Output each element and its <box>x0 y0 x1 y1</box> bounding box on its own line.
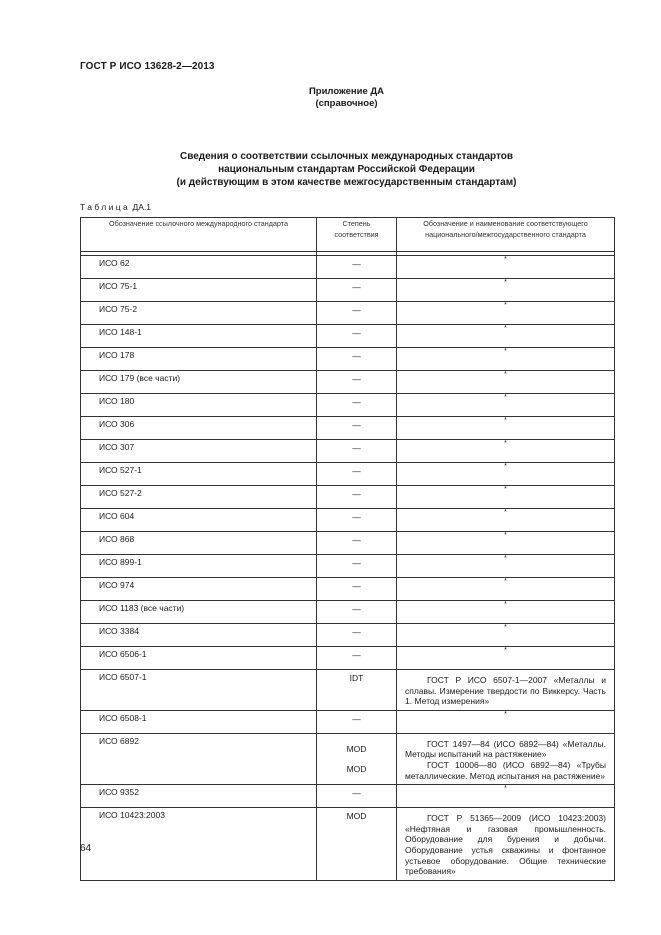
cell-degree: — <box>317 394 397 417</box>
heading-line-2: национальным стандартам Российской Федерации <box>218 164 475 175</box>
cell-degree: — <box>317 279 397 302</box>
table-row <box>81 624 615 647</box>
cell-degree: — <box>317 555 397 578</box>
cell-degree: MOD <box>317 808 397 881</box>
table-row <box>81 532 615 555</box>
cell-degree: — <box>317 578 397 601</box>
annex-block <box>0 86 661 110</box>
cell-degree: — <box>317 601 397 624</box>
table-row <box>81 302 615 325</box>
cell-standard: ИСО 62 <box>81 256 317 279</box>
table-row <box>81 440 615 463</box>
table-label <box>80 202 151 212</box>
section-heading <box>0 150 661 189</box>
cell-standard: ИСО 306 <box>81 417 317 440</box>
table-row <box>81 348 615 371</box>
cell-standard: ИСО 9352 <box>81 785 317 808</box>
cell-standard: ИСО 6506-1 <box>81 647 317 670</box>
cell-national-ref: * <box>397 509 615 532</box>
degree-value-1: MOD <box>346 743 367 754</box>
table-row <box>81 785 615 808</box>
correspondence-table <box>80 217 615 881</box>
table-row <box>81 325 615 348</box>
cell-national-ref: * <box>397 440 615 463</box>
cell-standard: ИСО 527-2 <box>81 486 317 509</box>
national-ref-text: ГОСТ Р ИСО 6507-1—2007 «Металлы и сплавы. Измерение твердости по Виккерсу. Часть 1. Метод измерения» <box>405 675 606 707</box>
header-col-national <box>397 218 615 252</box>
cell-degree: — <box>317 624 397 647</box>
cell-degree: — <box>317 532 397 555</box>
cell-national-ref: * <box>397 486 615 509</box>
cell-national-ref: * <box>397 463 615 486</box>
cell-standard: ИСО 75-2 <box>81 302 317 325</box>
cell-standard: ИСО 3384 <box>81 624 317 647</box>
cell-national-ref: * <box>397 302 615 325</box>
cell-degree: IDT <box>317 670 397 711</box>
cell-standard: ИСО 604 <box>81 509 317 532</box>
cell-national-ref: * <box>397 624 615 647</box>
cell-standard: ИСО 75-1 <box>81 279 317 302</box>
table-row <box>81 279 615 302</box>
cell-national-ref <box>397 808 615 881</box>
cell-national-ref: * <box>397 601 615 624</box>
national-ref-text-2: ГОСТ 10006—80 (ИСО 6892—84) «Трубы металлические. Метод испытания на растяжение» <box>405 759 606 781</box>
cell-degree: — <box>317 463 397 486</box>
table-row <box>81 647 615 670</box>
cell-national-ref: * <box>397 256 615 279</box>
cell-degree: — <box>317 417 397 440</box>
table-row <box>81 256 615 279</box>
table-row <box>81 670 615 711</box>
cell-national-ref: * <box>397 647 615 670</box>
national-ref-text-1: ГОСТ 1497—84 (ИСО 6892—84) «Металлы. Методы испытаний на растяжение» <box>405 738 606 760</box>
cell-degree: — <box>317 509 397 532</box>
cell-national-ref: * <box>397 555 615 578</box>
cell-degree: — <box>317 371 397 394</box>
header-national-line-1: Обозначение и наименование соответствующего <box>423 219 588 228</box>
cell-standard: ИСО 1183 (все части) <box>81 601 317 624</box>
table-row <box>81 394 615 417</box>
cell-national-ref <box>397 670 615 711</box>
header-degree-line-2: соответствия <box>334 230 379 239</box>
cell-national-ref: * <box>397 394 615 417</box>
table-header-row <box>81 218 615 252</box>
cell-national-ref: * <box>397 578 615 601</box>
table-row <box>81 710 615 733</box>
cell-national-ref: * <box>397 279 615 302</box>
table-row <box>81 486 615 509</box>
document-code: ГОСТ Р ИСО 13628-2—2013 <box>80 61 215 72</box>
annex-subtitle: (справочное) <box>315 98 378 109</box>
cell-national-ref: * <box>397 348 615 371</box>
cell-degree: — <box>317 486 397 509</box>
header-col-standard: Обозначение ссылочного международного стандарта <box>81 218 317 252</box>
table-row <box>81 463 615 486</box>
cell-degree: — <box>317 325 397 348</box>
cell-standard: ИСО 527-1 <box>81 463 317 486</box>
cell-standard: ИСО 6892 <box>81 733 317 784</box>
cell-degree <box>317 733 397 784</box>
heading-line-3: (и действующим в этом качестве межгосударственным стандартам) <box>176 177 517 188</box>
cell-degree: — <box>317 785 397 808</box>
table-row <box>81 601 615 624</box>
cell-standard: ИСО 6507-1 <box>81 670 317 711</box>
cell-national-ref: * <box>397 371 615 394</box>
table-row <box>81 417 615 440</box>
table-row <box>81 371 615 394</box>
cell-national-ref: * <box>397 785 615 808</box>
cell-standard: ИСО 307 <box>81 440 317 463</box>
table-label-word: Таблица <box>80 202 131 212</box>
cell-standard: ИСО 180 <box>81 394 317 417</box>
cell-degree: — <box>317 348 397 371</box>
cell-national-ref <box>397 733 615 784</box>
header-national-line-2: национального/межгосударственного стандарта <box>425 230 586 239</box>
table-row <box>81 808 615 881</box>
cell-degree: — <box>317 647 397 670</box>
cell-standard: ИСО 868 <box>81 532 317 555</box>
table-row <box>81 578 615 601</box>
cell-national-ref: * <box>397 710 615 733</box>
cell-standard: ИСО 899-1 <box>81 555 317 578</box>
cell-standard: ИСО 179 (все части) <box>81 371 317 394</box>
cell-standard: ИСО 178 <box>81 348 317 371</box>
table-label-number: ДА.1 <box>132 202 152 212</box>
cell-standard: ИСО 10423:2003 <box>81 808 317 881</box>
page-number: 64 <box>80 843 92 854</box>
degree-value-2: MOD <box>346 763 367 774</box>
national-ref-text: ГОСТ Р 51365—2009 (ИСО 10423:2003) «Нефтяная и газовая промышленность. Оборудование для бурения и добычи. Оборудование устья скважины и фонтанное устьевое оборудование. Общие технические требования» <box>405 813 606 877</box>
cell-national-ref: * <box>397 417 615 440</box>
cell-degree: — <box>317 302 397 325</box>
cell-degree: — <box>317 440 397 463</box>
header-col-degree <box>317 218 397 252</box>
cell-standard: ИСО 6508-1 <box>81 710 317 733</box>
cell-degree: — <box>317 256 397 279</box>
header-degree-line-1: Степень <box>342 219 371 228</box>
cell-standard: ИСО 974 <box>81 578 317 601</box>
cell-degree: — <box>317 710 397 733</box>
table-row <box>81 733 615 784</box>
annex-title: Приложение ДА <box>308 86 385 97</box>
table-row <box>81 509 615 532</box>
table-row <box>81 555 615 578</box>
cell-standard: ИСО 148-1 <box>81 325 317 348</box>
cell-national-ref: * <box>397 325 615 348</box>
heading-line-1: Сведения о соответствии ссылочных международных стандартов <box>179 151 514 162</box>
cell-national-ref: * <box>397 532 615 555</box>
